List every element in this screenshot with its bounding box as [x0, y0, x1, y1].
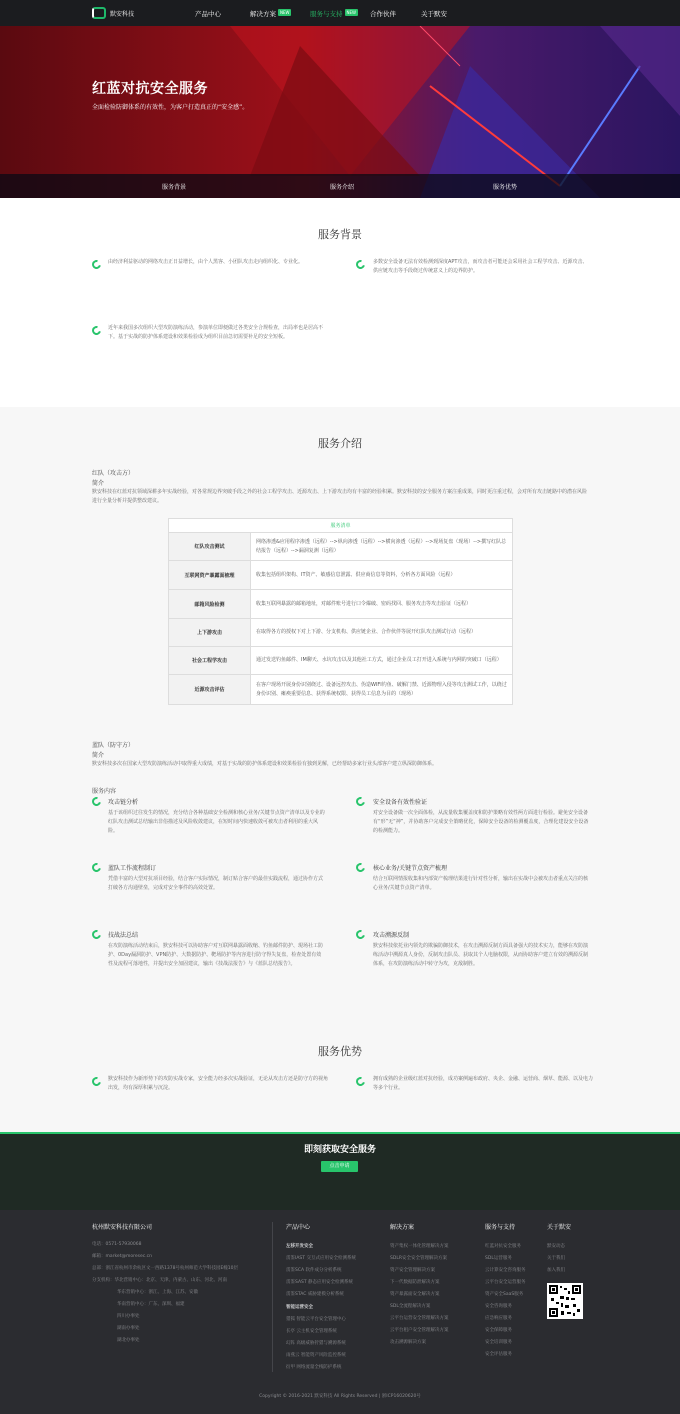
hero-title: 红蓝对抗安全服务 — [92, 81, 208, 97]
qr-code — [547, 1283, 583, 1319]
hero-background — [0, 26, 680, 198]
footer-link[interactable]: 资产集权一体化管理解决方案 — [390, 1244, 449, 1249]
footer-link[interactable]: 云平台运营安全管理解决方案 — [390, 1316, 449, 1321]
apply-button[interactable]: 点击申请 — [321, 1161, 358, 1172]
check-icon — [354, 258, 366, 270]
footer-link[interactable]: 云平台租户安全管理解决方案 — [390, 1328, 449, 1333]
footer-link[interactable]: 关于我们 — [547, 1256, 565, 1261]
table-cell-desc: 在取得各方的授权下对上下游、分支机构、供应链企业、合作伙伴等展开红队攻击测试行动（远程） — [256, 629, 477, 635]
footer-link[interactable]: SDLR安全安全管理解决方案 — [390, 1256, 447, 1261]
nav-item-products[interactable]: 产品中心 — [195, 10, 221, 18]
nav-item-partners[interactable]: 合作伙伴 — [370, 10, 396, 18]
footer-link[interactable]: 资产安全管理解决方案 — [390, 1268, 435, 1273]
feature-title: 攻击溯源反制 — [373, 932, 410, 939]
footer-link[interactable]: 雳鉴STAC 威胁建模分析系统 — [286, 1292, 344, 1297]
footer-link[interactable]: 资产安全SaaS服务 — [485, 1292, 524, 1297]
footer-col-subhead: 左移开发安全 — [286, 1244, 313, 1249]
feature-desc: 默安科技依托业内领先的欺骗防御技术，在攻击溯源反制方面具备强大的技术实力，能够在攻防演练活动中溯源真人身份，反制攻击队员、获取其个人电脑权限，从而协助客户建立有效的溯源反制体系，在攻防演练活动中转守为攻，克敌制胜。 — [373, 943, 589, 967]
table-row — [169, 590, 512, 619]
background-item: 近年来我国多次组织大型攻防演练活动，参演单位即便做过各类安全合规检查，出局率也是居高不下。基于实战的防护体系建设和效果检验成为组织目前急切需要补足的安全短板。 — [108, 325, 324, 340]
hero-tabs — [0, 174, 680, 198]
footer-col-head: 关于默安 — [547, 1224, 572, 1231]
service-table — [168, 518, 513, 705]
check-icon — [90, 324, 102, 336]
background-item: 多数安全设备无法有效检测到深度APT攻击，而攻击者可能还会采用社会工程学攻击、近源攻击、供应链攻击等手段绕过传统意义上的边界防护。 — [373, 259, 588, 274]
table-cell-desc: 网络渗透&应用程序渗透（远程）-->纵向渗透（远程）-->横向渗透（远程）-->现场复盘（现场）-->撰写红队总结报告（远程）-->漏洞复测（远程） — [256, 538, 507, 554]
footer-link[interactable]: 安全保障服务 — [485, 1328, 512, 1333]
footer-link[interactable]: 猎狐 智能云平台安全管理中心 — [286, 1317, 346, 1322]
footer-col-head: 解决方案 — [390, 1224, 415, 1231]
nav-item-solutions[interactable]: 解决方案 NEW — [250, 10, 290, 18]
footer-branch: 湖南办事处 — [117, 1326, 140, 1331]
footer-branch: 华南营销中心：广东、深圳、福建 — [117, 1302, 185, 1307]
logo-icon — [92, 7, 106, 19]
intro-title: 服务介绍 — [318, 437, 362, 450]
blue-team-label: 蓝队（防守方） — [92, 742, 135, 749]
tab-intro[interactable]: 服务介绍 — [330, 184, 355, 191]
feature-title: 技战法总结 — [108, 932, 139, 939]
footer-branch: 四川办事处 — [117, 1314, 140, 1319]
nav-item-about[interactable]: 关于默安 — [421, 10, 447, 18]
footer-address: 总部：浙江省杭州市余杭区文一西路1378号杭州师范大学科技园E幢10层 — [92, 1266, 239, 1271]
table-header: 服务清单 — [169, 519, 512, 533]
table-row — [169, 675, 512, 704]
red-team-desc: 默安科技在红蓝对抗领域深耕多年实战经验，对各常规边界突破手段之外的社会工程学攻击、近源攻击、上下游攻击均有丰富的经验积累。默安科技的安全服务方案注重成果，同时更注重过程，会对所有攻击链路中的潜在风险进行全量分析并提供整改建议。 — [92, 489, 588, 504]
blue-team-sub: 简介 — [92, 752, 105, 759]
feature-title: 安全设备有效性验证 — [373, 799, 428, 806]
footer-link[interactable]: 长亭 云主机安全管理系统 — [286, 1329, 337, 1334]
footer-link[interactable]: 应急响应服务 — [485, 1316, 512, 1321]
red-team-label: 红队（攻击方） — [92, 470, 135, 477]
tab-advantage[interactable]: 服务优势 — [493, 184, 518, 191]
footer-company: 杭州默安科技有限公司 — [92, 1224, 153, 1231]
feature-desc: 在攻防演练活动结束后，默安科技可以协助客户对互联网暴露面收缩、钓鱼邮件防护、現场社工防护、0Day漏洞防护、VPN防护、大数据防护、靶场防护等内容进行防守得失复盘，检查处置有效性及流程可落地性，并提出安全加固建议，输出《技战法报告》与《蓝队总结报告》。 — [108, 943, 324, 967]
logo-text: 默安科技 — [110, 10, 135, 18]
table-cell-desc: 通过发送钓鱼邮件、IM聊天、水坑攻击以及其他社工方式，通过企业员工打开进入系统与内网的突破口（远程） — [256, 657, 502, 663]
footer-link[interactable]: 默安动态 — [547, 1244, 565, 1249]
footer-email[interactable]: 邮箱：market@moresec.cn — [92, 1254, 152, 1259]
footer-link[interactable]: 安全评估服务 — [485, 1352, 512, 1357]
footer-link[interactable]: 资产暴露面安全解决方案 — [390, 1292, 440, 1297]
table-cell-name: 上下游攻击 — [169, 619, 251, 646]
blue-team-desc: 默安科技多次在国家大型攻防演练活动中取得重大成绩，对基于实战的防护体系建设和效果检验有独到见解，已经帮助多家行业头部客户建立纵深防御体系。 — [92, 761, 438, 767]
cta-banner — [0, 1132, 680, 1210]
footer-link[interactable]: 雳鉴SAST 静态应用安全检测系统 — [286, 1280, 354, 1285]
new-badge: NEW — [346, 10, 356, 15]
copyright: Copyright © 2016-2021 默安科技 All Rights Reserved | 浙ICP16020620号 — [259, 1394, 421, 1399]
table-row — [169, 533, 512, 561]
background-title: 服务背景 — [318, 228, 362, 241]
table-cell-desc: 收集互联网暴露的邮箱地址，对邮件账号进行口令爆破、密码找回、服务攻击等攻击验证（远程） — [256, 600, 472, 607]
footer-link[interactable]: 红蓝对抗安全服务 — [485, 1244, 521, 1249]
new-badge: NEW — [280, 10, 290, 15]
table-cell-name: 红队攻击测试 — [169, 533, 251, 560]
red-team-sub: 简介 — [92, 480, 105, 487]
feature-title: 蓝队工作流程制订 — [108, 865, 157, 872]
advantage-item: 拥有成熟的企业级红蓝对抗经验，成功案例遍布政府、央企、金融、运营商、烟草、能源、以及电力等多个行业。 — [373, 1076, 594, 1091]
table-cell-name: 近源攻击评估 — [169, 675, 251, 704]
footer-col-subhead: 智能运营安全 — [286, 1305, 313, 1310]
footer-link[interactable]: 雳鉴SCA 软件成分分析系统 — [286, 1268, 342, 1273]
feature-desc: 结合互联网情报收集和内部资产梳理结果进行针对性分析，输出在实战中会被攻击者重点关注的核心业务/关键节点资产清单。 — [373, 876, 589, 891]
hero-banner — [0, 26, 680, 198]
feature-desc: 对安全设备做一次全面体检，从流量收集覆盖度和防护策略有效性两方面进行检验。避免安全设备有“形”无“神”，并协助客户完成安全策略优化，保障安全设备的检测覆盖度，合理化建设安全设备的检测能力。 — [373, 810, 589, 834]
footer-branch: 分支机构：华北营销中心：北京、天津、内蒙古、山东、河北、河南 — [92, 1278, 227, 1283]
footer-link[interactable]: 云计算安全咨询服务 — [485, 1268, 526, 1273]
footer-link[interactable]: 下一代数据防泄解决方案 — [390, 1280, 440, 1285]
footer-link[interactable]: 攻击溯源解决方案 — [390, 1340, 426, 1345]
footer-link[interactable]: SDL全流程解决方案 — [390, 1304, 431, 1309]
footer-col-head: 服务与支持 — [485, 1224, 516, 1231]
footer-link[interactable]: 安全咨询服务 — [485, 1304, 512, 1309]
intro-section — [0, 407, 680, 1132]
table-cell-desc: 在客户现场开展身份识别绕过、设备远控攻击、伪造WIFI钓鱼、破解门禁、近源物理入侵等攻击测试工作，以绕过身份识别、瘫痪重要信息、获得系统权限、获得员工信息为目的（现场） — [256, 681, 507, 697]
table-cell-name: 社会工程学攻击 — [169, 647, 251, 674]
feature-desc: 基于该组织过往发生的情况，充分结合各种基础安全检测和核心业务/关键节点资产清单以及专业的红队攻击测试总结输出非俗描述及风险收敛建议，在短时间内快速收敛可被攻击者利用的重大风险。 — [108, 810, 325, 834]
footer-col-head: 产品中心 — [286, 1224, 311, 1231]
tab-background[interactable]: 服务背景 — [162, 184, 187, 191]
cta-title: 即刻获取安全服务 — [303, 1145, 376, 1155]
footer-branch: 湖北办事处 — [117, 1338, 140, 1343]
footer-link[interactable]: SDL运营服务 — [485, 1256, 512, 1261]
footer-link[interactable]: 加入我们 — [547, 1268, 565, 1273]
advantage-item: 默安科技作为新形势下的攻防实战专家，安全能力经多次实战验证，无论从攻击方还是防守方的视角出发，均有深厚积累与沉淀。 — [108, 1076, 329, 1091]
footer-link[interactable]: 安全培训服务 — [485, 1340, 512, 1345]
check-icon — [90, 258, 102, 270]
footer-link[interactable]: 雳鉴IAST 交互式应用安全检测系统 — [286, 1256, 356, 1261]
nav-item-services[interactable]: 服务与支持 NEW — [310, 10, 356, 18]
logo[interactable] — [92, 7, 134, 19]
feature-title: 攻击链分析 — [108, 799, 139, 806]
feature-desc: 凭借丰富的大型对抗项目经验，结合客户实际情况，制订贴合客户的最佳实践流程，通过协作方式打破各方沟通壁垒，完成对安全事件的高效处置。 — [108, 876, 324, 891]
table-cell-name: 互联网资产暴露面梳理 — [169, 561, 251, 589]
footer-branch: 华东营销中心：浙江、上海、江苏、安徽 — [117, 1290, 198, 1295]
advantage-title: 服务优势 — [318, 1045, 362, 1058]
background-item: 由经济利益驱动的网络攻击正日益增长，由个人黑客、小团队攻击走向组织化、专业化。 — [108, 259, 304, 265]
table-cell-desc: 收集包括组织架构、IT资产、敏感信息泄露、供应商信息等资料，分析各方面风险（远程） — [256, 571, 456, 578]
table-row — [169, 647, 512, 675]
footer-divider — [272, 1222, 273, 1372]
footer-link[interactable]: 幻阵 高级威胁狩猎与溯源系统 — [286, 1341, 346, 1346]
footer-link[interactable]: 衍甲 网络流量全栈防护系统 — [286, 1365, 342, 1370]
footer-link[interactable]: 雨燕云 智能资产风险监控系统 — [286, 1353, 346, 1358]
footer-link[interactable]: 云平台安全运营服务 — [485, 1280, 526, 1285]
qr-code-icon — [549, 1285, 581, 1317]
hero-subtitle: 全面检验防御体系的有效性，为客户打造真正的“安全感”。 — [92, 104, 249, 111]
table-row — [169, 561, 512, 590]
table-row — [169, 619, 512, 647]
feature-title: 核心业务/关键节点资产梳理 — [373, 865, 448, 872]
footer-phone: 电话：0571-57930068 — [92, 1242, 142, 1247]
table-cell-name: 邮箱风险检测 — [169, 590, 251, 618]
content-label: 服务内容 — [92, 788, 117, 795]
top-nav — [0, 0, 680, 26]
